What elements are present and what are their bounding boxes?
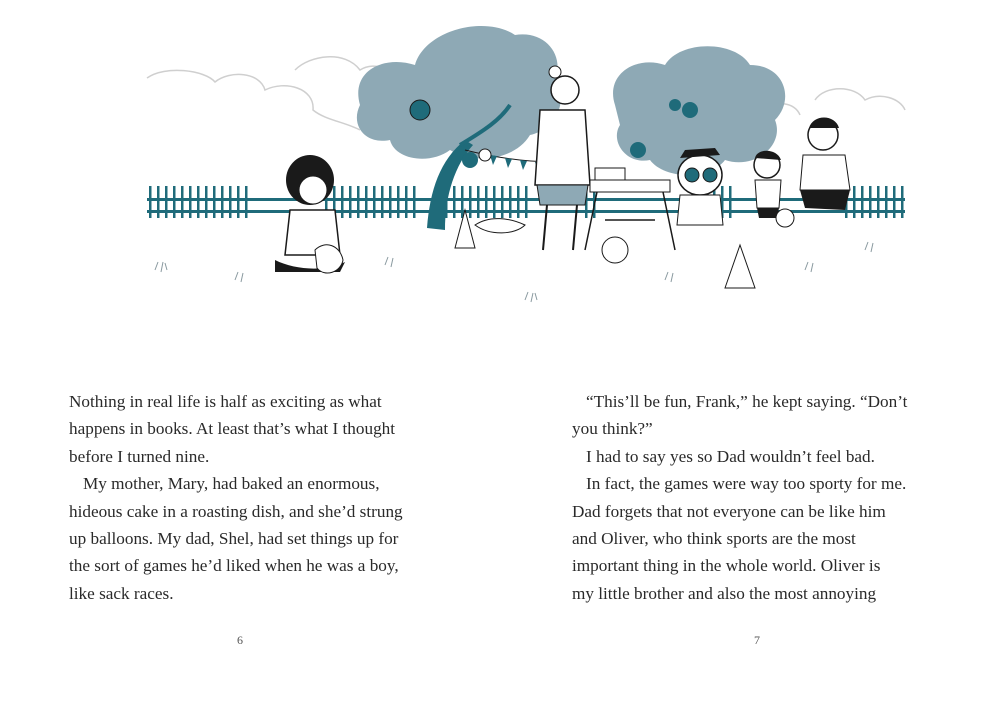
text-line: happens in books. At least that’s what I thought: [69, 419, 396, 439]
page-number-right: 7: [754, 633, 760, 647]
text-line: and Oliver, who think sports are the most: [572, 529, 856, 549]
text-line: Dad forgets that not everyone can be like him: [572, 501, 886, 521]
text-line: before I turned nine.: [69, 446, 210, 466]
text-line: you think?”: [572, 419, 653, 439]
text-line: hideous cake in a roasting dish, and she’d strung: [69, 501, 403, 521]
party-table: [585, 168, 675, 250]
boy-sitting-figure: [275, 155, 345, 273]
text-line: My mother, Mary, had baked an enormous,: [83, 474, 380, 494]
text-line: In fact, the games were way too sporty for me.: [586, 474, 907, 494]
text-line: Nothing in real life is half as exciting as what: [69, 392, 382, 411]
page-number-left: 6: [237, 633, 243, 647]
text-line: “This’ll be fun, Frank,” he kept saying. “Don’t: [586, 392, 908, 411]
text-line: I had to say yes so Dad wouldn’t feel bad.: [586, 446, 875, 466]
text-line: important thing in the whole world. Oliver is: [572, 556, 881, 576]
grass: [155, 242, 873, 302]
right-page-text: [572, 388, 947, 607]
party-illustration: [145, 10, 910, 322]
left-page-text: [69, 388, 449, 607]
text-line: my little brother and also the most annoying: [572, 583, 877, 603]
tree-left-foliage: [357, 26, 561, 159]
text-line: up balloons. My dad, Shel, had set things up for: [69, 529, 399, 549]
text-line: like sack races.: [69, 583, 174, 603]
text-line: the sort of games he’d liked when he was a boy,: [69, 556, 399, 576]
